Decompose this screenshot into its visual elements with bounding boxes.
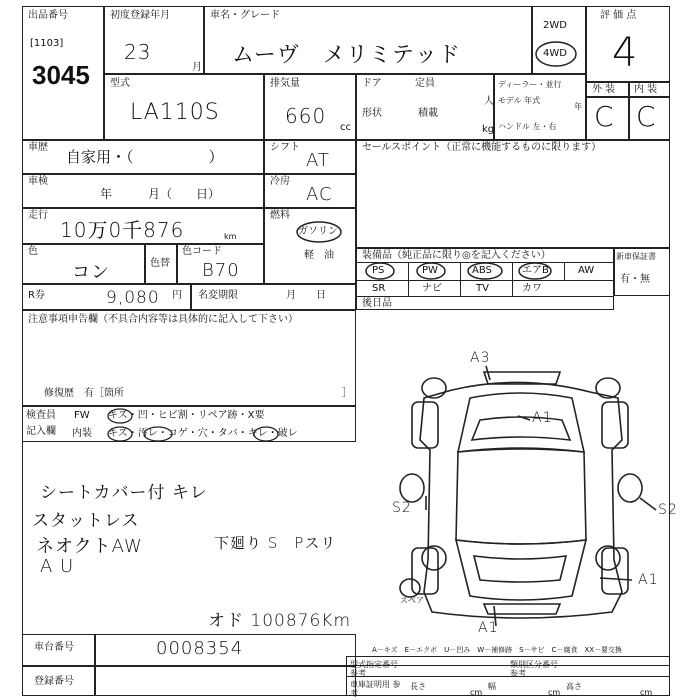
width-unit: cm: [548, 688, 561, 697]
fuel-label: 燃料: [270, 210, 290, 221]
footer-label-div: [94, 634, 96, 696]
warranty-value: 有・無: [620, 274, 650, 285]
year-unit: 年: [574, 102, 582, 111]
score-label: 評 価 点: [600, 10, 637, 21]
model-year-label: モデル 年式: [498, 96, 541, 105]
warranty-label: 新車保証書: [616, 252, 656, 261]
note-line-2: スタットレス: [32, 511, 140, 531]
model-value: LA110S: [130, 100, 220, 125]
load-label: 積載: [418, 108, 438, 119]
cert-label: 車庫証明用 参考: [350, 680, 401, 698]
disp-label: 排気量: [270, 78, 300, 89]
damage-mark-6: A1: [478, 620, 499, 636]
color-swatch-label: 色替: [150, 258, 170, 269]
equip-label: 装備品（純正品に限り◎を記入ください）: [362, 250, 551, 261]
first-reg-label: 初度登録年月: [110, 10, 170, 21]
repair-label: 修復歴 有［箇所: [44, 388, 124, 399]
recycle-unit: 円: [172, 290, 182, 301]
equip-leather: カワ: [522, 283, 542, 294]
mileage-label: 走行: [28, 210, 48, 221]
inspector-label-2: 記入欄: [26, 426, 56, 437]
drive-2wd: 2WD: [543, 20, 567, 31]
handle-label: ハンドル 左・右: [498, 122, 557, 131]
color-code-value: B70: [202, 260, 240, 281]
fw-label: FW: [74, 410, 90, 421]
len-label: 長さ: [410, 682, 426, 691]
shape-label: 形状: [362, 108, 382, 119]
note-line-4: A U: [40, 556, 75, 577]
load-unit: kg: [482, 124, 495, 135]
exterior-value: C: [594, 100, 615, 133]
damage-mark-3: S2: [392, 500, 412, 516]
equip-pw: PW: [422, 265, 438, 276]
fw-items: キズ・凹・ヒビ割・リペア跡・X要: [108, 410, 265, 421]
color-label: 色: [28, 246, 38, 257]
name-label: 車名・グレード: [210, 10, 280, 21]
inspection-label: 車検: [28, 176, 48, 187]
fuel-diesel: 軽 油: [304, 250, 334, 261]
model-label: 型式: [110, 78, 130, 89]
damage-mark-5: A1: [638, 572, 659, 588]
notes-label: 注意事項申告欄（不具合内容等は具体的に記入して下さい）: [28, 314, 298, 325]
exterior-label: 外 装: [592, 84, 616, 95]
car-name: ムーヴ メリミテッド: [232, 43, 461, 68]
ac-value: AC: [306, 184, 333, 205]
shift-label: シフト: [270, 142, 300, 153]
lot-label: 出品番号: [28, 10, 68, 21]
disp-unit: cc: [340, 122, 351, 133]
rear-seat-label: 後日品: [362, 298, 392, 309]
mileage-unit: km: [224, 232, 237, 241]
drive-4wd: 4WD: [543, 48, 567, 59]
first-reg-year: 23: [124, 40, 152, 64]
model-cert-label: 型式指定番号 参考: [350, 660, 398, 678]
color-code-label: 色コード: [182, 246, 222, 257]
len-unit: cm: [470, 688, 483, 697]
reg-label: 登録番号: [34, 676, 74, 687]
interior-value: C: [636, 100, 657, 133]
width-label: 幅: [488, 682, 496, 691]
equip-airbag: エアB: [522, 265, 549, 276]
inspection-value: 年 月（ 日）: [100, 187, 221, 201]
history-label: 車歴: [28, 142, 48, 153]
lot-number: 3045: [32, 60, 90, 90]
sales-label: セールスポイント（正常に機能するものに限ります）: [362, 142, 602, 153]
inspector-label-1: 検査員: [26, 410, 56, 421]
dealer-label: ディーラー・並行: [498, 80, 562, 89]
damage-mark-4: S2: [658, 502, 678, 518]
capacity-label: 定員: [415, 78, 435, 89]
recycle-label: R券: [28, 290, 45, 301]
damage-mark-1: A3: [470, 350, 491, 366]
height-label: 高さ: [566, 682, 582, 691]
disp-value: 660: [285, 104, 327, 128]
lot-sub: [1103]: [30, 38, 64, 49]
first-reg-month: 月: [192, 62, 202, 73]
note-line-1: シートカバー付 キレ: [40, 483, 208, 503]
fuel-gas: ガソリン: [298, 226, 338, 237]
odometer-note: オド 100876Km: [208, 611, 352, 631]
note-line-5: 下廻り S Pスリ: [214, 534, 337, 552]
capacity-unit: 人: [484, 96, 494, 107]
name-change-label: 名変期限: [198, 290, 238, 301]
class-label: 類別区分番号 参考: [510, 660, 558, 678]
equip-sr: SR: [372, 283, 386, 294]
recycle-value: 9,080: [106, 288, 160, 308]
spare-label: スペア: [400, 596, 424, 605]
note-line-3: ネオクトAW: [36, 536, 143, 557]
score-value: 4: [612, 30, 639, 76]
damage-legend: A－キズ E－エクボ U－凹み W－補修跡 S－サビ C－腐食 XX－要交換: [372, 646, 623, 654]
equip-navi: ナビ: [422, 283, 442, 294]
equip-ps: PS: [372, 265, 385, 276]
name-change-value: 月 日: [286, 290, 326, 301]
equip-tv: TV: [476, 283, 489, 294]
int-items: キズ・汚レ・コゲ・穴・タバ・キレ・破レ: [108, 428, 298, 439]
equip-abs: ABS: [472, 265, 492, 276]
door-label: ドア: [362, 78, 382, 89]
int-label: 内装: [72, 428, 92, 439]
history-value: 自家用・（ ）: [66, 148, 224, 166]
interior-label: 内 装: [634, 84, 658, 95]
equip-aw: AW: [578, 265, 595, 276]
damage-mark-2: A1: [532, 410, 553, 426]
repair-close: ］: [342, 388, 352, 399]
chassis-value: 0008354: [156, 638, 244, 659]
ac-label: 冷房: [270, 176, 290, 187]
mileage-value: 10万0千876: [60, 218, 185, 242]
height-unit: cm: [640, 688, 653, 697]
chassis-label: 車台番号: [34, 642, 74, 653]
color-value: コン: [72, 262, 110, 283]
shift-value: AT: [306, 150, 330, 171]
